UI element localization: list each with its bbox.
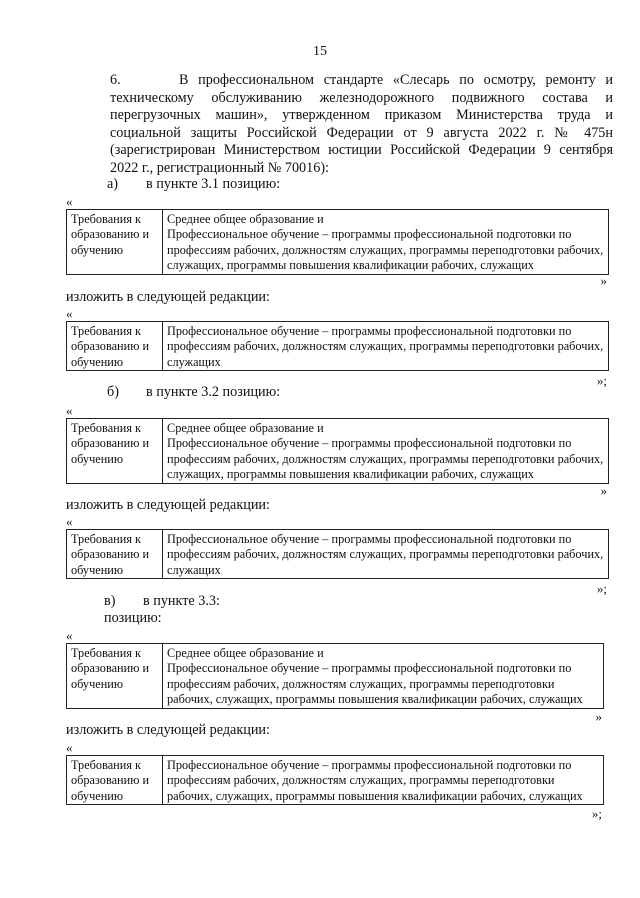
table-label-cell: Требования к образованию и обучению [67, 419, 163, 484]
quote-open: « [66, 740, 73, 755]
quote-open: « [66, 628, 73, 643]
item-a-text: в пункте 3.1 позицию: [146, 176, 281, 192]
quote-open: « [66, 306, 73, 321]
quote-close-semicolon: »; [596, 373, 607, 388]
table-content-cell [163, 210, 609, 275]
content-line-2: Профессиональное обучение – программы профессиональной подготовки по профессиям рабочих, должностям служащих, программы переподготовки рабочих, служащих, программы повышения квалификации рабочих, служащих [167, 227, 604, 273]
table-new-3-2 [66, 529, 609, 579]
replace-label: изложить в следующей редакции: [66, 722, 270, 738]
table-label-cell: Требования к образованию и обучению [67, 530, 163, 579]
table-label-cell: Требования к образованию и обучению [67, 210, 163, 275]
intro-text: 6. В профессиональном стандарте «Слесарь по осмотру, ремонту и техническому обслуживанию железнодорожного подвижного состава и перегрузочных машин», утвержденном приказом Министерства труда и социальной защиты Российской Федерации от 9 августа 2022 г. № 475н (зарегистрирован Министерством юстиции Российской Федерации 9 сентября 2022 г., регистрационный № 70016): [110, 72, 613, 176]
table-new-3-3 [66, 755, 604, 805]
item-v-marker: в) [104, 593, 116, 609]
table-content-cell [163, 419, 609, 484]
quote-close: » [595, 709, 602, 724]
quote-close: » [600, 483, 607, 498]
content-line-2: Профессиональное обучение – программы профессиональной подготовки по профессиям рабочих, должностям служащих, программы переподготовки рабочих, служащих, программы повышения квалификации рабочих, служащих [167, 661, 583, 707]
table-new-3-1 [66, 321, 609, 371]
content-line-1: Среднее общее образование и [167, 212, 324, 226]
quote-open: « [66, 514, 73, 529]
item-v-subtext: позицию: [104, 610, 162, 626]
content-line-2: Профессиональное обучение – программы профессиональной подготовки по профессиям рабочих, должностям служащих, программы переподготовки рабочих, служащих, программы повышения квалификации рабочих, служащих [167, 436, 604, 482]
quote-open: « [66, 403, 73, 418]
table-old-3-2 [66, 418, 609, 484]
table-content-cell: Профессиональное обучение – программы профессиональной подготовки по профессиям рабочих, должностям служащих, программы переподготовки рабочих, служащих [163, 530, 609, 579]
content-line-1: Среднее общее образование и [167, 421, 324, 435]
quote-close-semicolon: »; [596, 581, 607, 596]
replace-label: изложить в следующей редакции: [66, 289, 270, 305]
table-content-cell: Профессиональное обучение – программы профессиональной подготовки по профессиям рабочих, должностям служащих, программы переподготовки рабочих, служащих [163, 322, 609, 371]
content-line-1: Среднее общее образование и [167, 646, 324, 660]
intro-paragraph [66, 72, 613, 178]
item-a-marker: а) [107, 176, 119, 192]
table-label-cell: Требования к образованию и обучению [67, 644, 163, 709]
quote-open: « [66, 194, 73, 209]
table-label-cell: Требования к образованию и обучению [67, 756, 163, 805]
table-old-3-3 [66, 643, 604, 709]
table-old-3-1 [66, 209, 609, 275]
quote-close: » [600, 273, 607, 288]
replace-label: изложить в следующей редакции: [66, 497, 270, 513]
table-content-cell [163, 644, 604, 709]
item-b-text: в пункте 3.2 позицию: [146, 384, 281, 400]
table-label-cell: Требования к образованию и обучению [67, 322, 163, 371]
quote-close-semicolon: »; [591, 806, 602, 821]
table-content-cell: Профессиональное обучение – программы профессиональной подготовки по профессиям рабочих, должностям служащих, программы переподготовки рабочих, служащих, программы повышения квалификации рабочих, служащих [163, 756, 604, 805]
item-b-marker: б) [107, 384, 119, 400]
page-number: 15 [313, 44, 327, 59]
item-v-text: в пункте 3.3: [143, 593, 220, 609]
